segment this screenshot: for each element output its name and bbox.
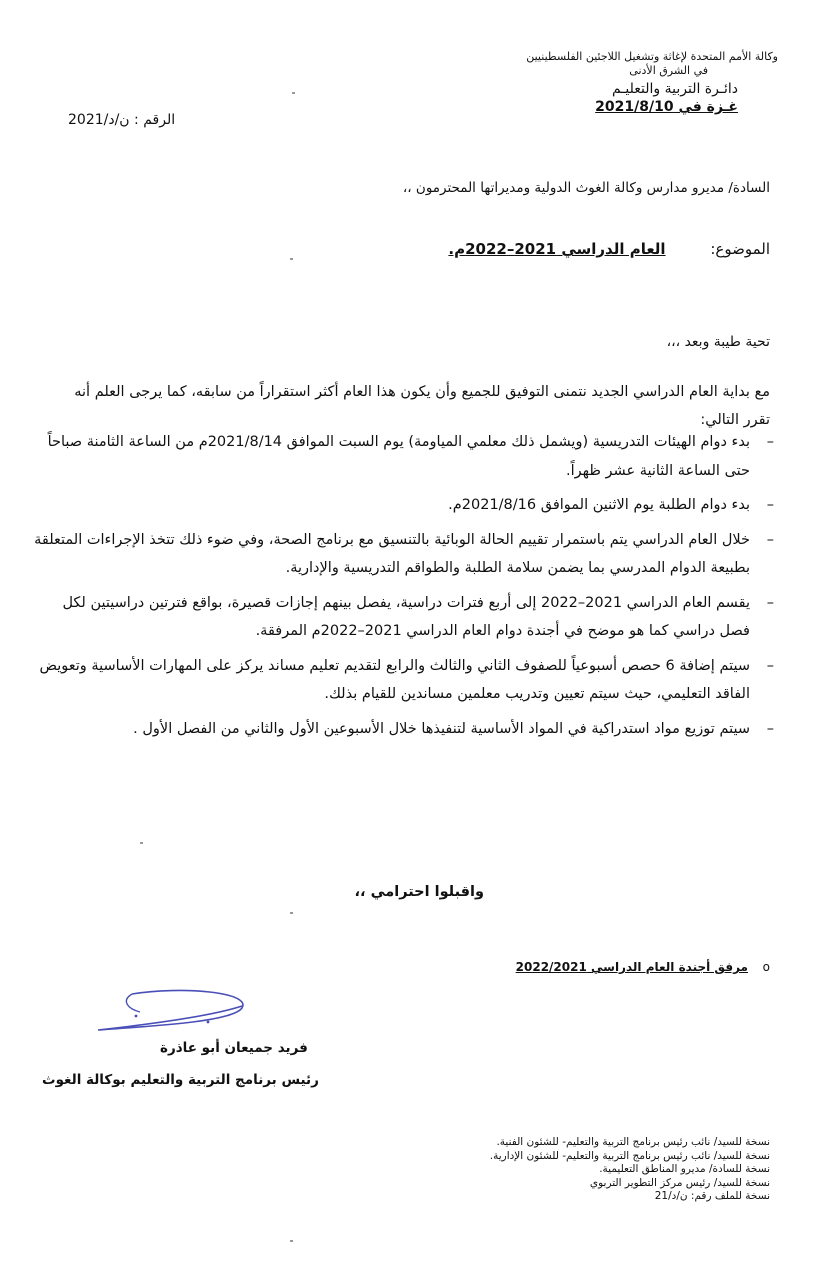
attachment-line: مرفق أجندة العام الدراسي 2022/2021	[515, 960, 748, 974]
dash-marker: –	[766, 531, 774, 548]
copy-line: نسخة للسيد/ نائب رئيس برنامج التربية والتعليم- للشئون الفنية.	[496, 1136, 770, 1148]
copy-line: نسخة للسيد/ رئيس مركز التطوير التربوي	[589, 1176, 770, 1189]
scan-speck	[292, 92, 295, 94]
place-date: غـزة في 2021/8/10	[595, 99, 738, 115]
subject-label: الموضوع:	[710, 240, 770, 258]
letterhead	[338, 50, 778, 116]
list-item-text: بدء دوام الطلبة يوم الاثنين الموافق 2021/8/16م.	[448, 497, 750, 513]
copies-list	[390, 1136, 770, 1204]
scan-speck	[290, 258, 293, 260]
recipients-line: السادة/ مديرو مدارس وكالة الغوث الدولية ومديراتها المحترمون ،،	[402, 180, 770, 196]
closing-line: واقبلوا احترامي ،،	[354, 884, 484, 900]
reference-number: الرقم : ن/د/2021	[68, 112, 176, 128]
copy-line: نسخة للسيد/ نائب رئيس برنامج التربية والتعليم- للشئون الإدارية.	[489, 1149, 770, 1162]
dash-marker: –	[766, 497, 774, 513]
list-item-text: سيتم إضافة 6 حصص أسبوعياً للصفوف الثاني والثالث والرابع لتقديم تعليم مساند يركز على المهارات الأساسية وتعويض الفاقد التعليمي، حيث سيتم تعيين وتدريب معلمين مساندين للقيام بذلك.	[39, 657, 750, 702]
org-name-line-2: في الشرق الأدنى	[629, 64, 708, 77]
signer-name: فريد جميعان أبو عاذرة	[160, 1040, 308, 1056]
copy-line: نسخة للملف رقم: ن/د/21	[654, 1190, 770, 1202]
dash-marker: –	[766, 720, 774, 737]
list-item-text: سيتم توزيع مواد استدراكية في المواد الأساسية لتنفيذها خلال الأسبوعين الأول والثاني من الفصل الأول .	[133, 720, 750, 737]
intro-paragraph: مع بداية العام الدراسي الجديد نتمنى التوفيق للجميع وأن يكون هذا العام أكثر استقراراً من سابقه، كما يرجى العلم أنه تقرر التالي:	[74, 384, 770, 428]
list-item	[34, 526, 774, 583]
list-item-text: خلال العام الدراسي يتم باستمرار تقييم الحالة الوبائية بالتنسيق مع برنامج الصحة، وفي ضوء ذلك تتخذ الإجراءات المتعلقة بطبيعة الدوام المدرسي بما يضمن سلامة الطلبة والطواقم التدريسية والإدارية.	[34, 531, 750, 576]
dash-marker: –	[766, 434, 774, 450]
list-item-text: بدء دوام الهيئات التدريسية (ويشمل ذلك معلمي المياومة) يوم السبت الموافق 2021/8/14م من الساعة الثامنة صباحاً حتى الساعة الثانية عشر ظهراً.	[47, 434, 750, 479]
subject-line	[448, 240, 770, 258]
scan-speck	[290, 912, 293, 914]
scan-speck	[140, 842, 143, 844]
attachment-bullet: o	[762, 960, 770, 974]
list-item	[34, 652, 774, 709]
list-item-text: يقسم العام الدراسي 2021–2022 إلى أربع فترات دراسية، يفصل بينهم إجازات قصيرة، بواقع فترتين دراسيتين لكل فصل دراسي كما هو موضح في أجندة دوام العام الدراسي 2021–2022م المرفقة.	[62, 594, 750, 639]
list-item	[34, 428, 774, 485]
copy-line: نسخة للسادة/ مديرو المناطق التعليمية.	[599, 1163, 770, 1175]
subject-value: العام الدراسي 2021–2022م.	[448, 240, 666, 258]
signer-title: رئيس برنامج التربية والتعليم بوكالة الغوث	[42, 1072, 319, 1088]
decision-list	[34, 428, 774, 749]
list-item	[34, 715, 774, 744]
handwritten-signature	[92, 986, 262, 1042]
department-name: دائـرة التربية والتعليـم	[612, 81, 738, 97]
dash-marker: –	[766, 657, 774, 674]
dash-marker: –	[766, 594, 774, 611]
org-name-line-1: وكالة الأمم المتحدة لإغاثة وتشغيل اللاجئين الفلسطينيين	[526, 50, 778, 63]
list-item	[34, 589, 774, 646]
list-item	[34, 491, 774, 520]
greeting: تحية طيبة وبعد ،،،	[666, 334, 770, 350]
scan-speck	[290, 1240, 293, 1242]
